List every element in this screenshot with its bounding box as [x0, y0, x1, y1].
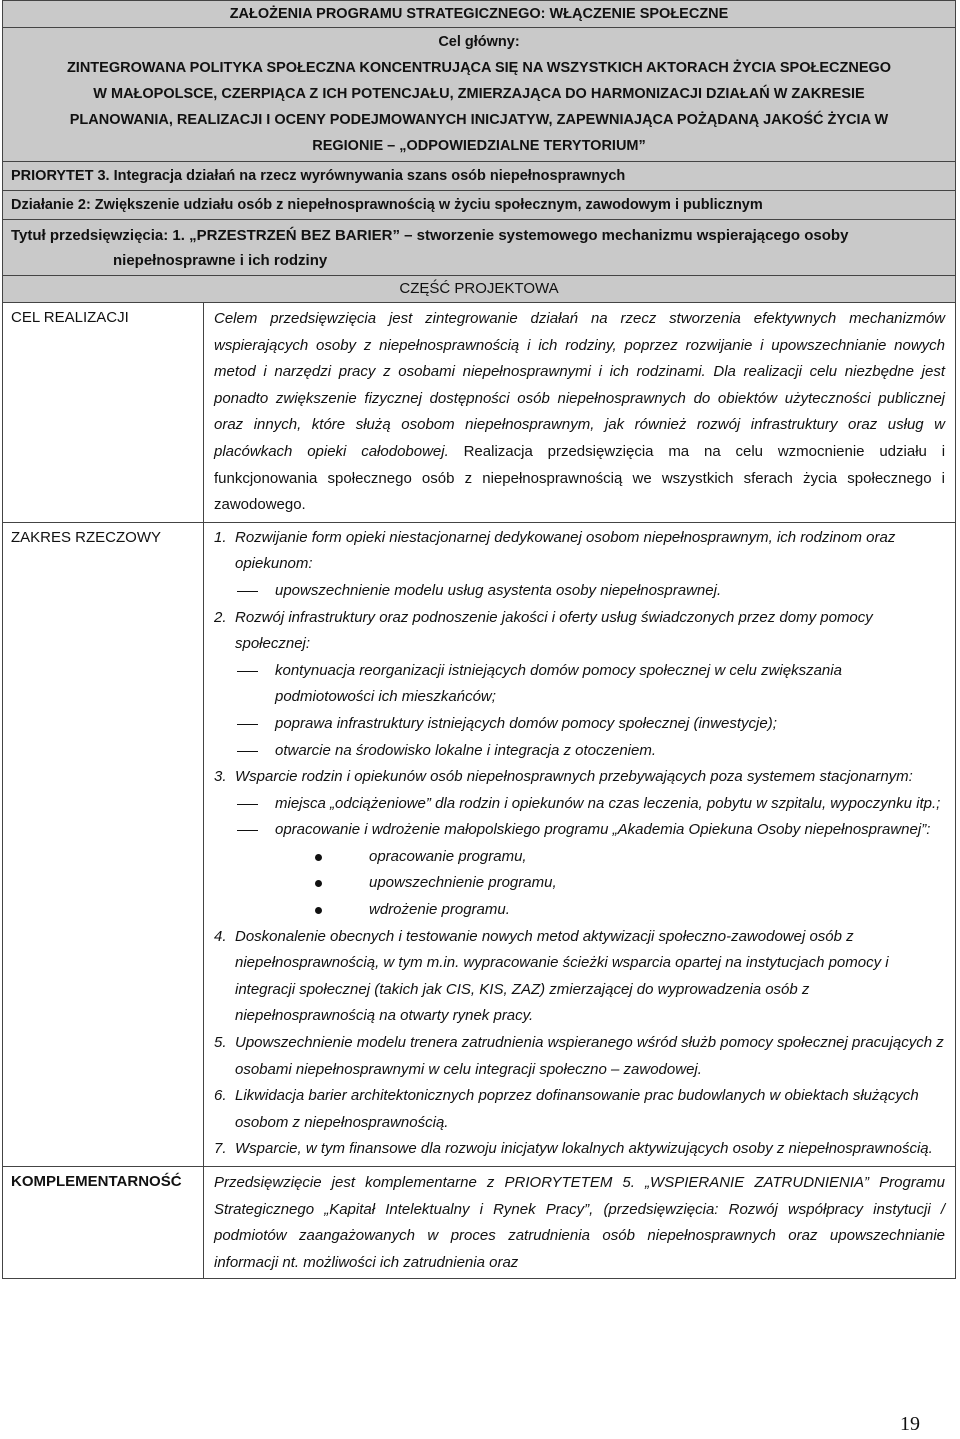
komplementarnosc-label-cell	[3, 1167, 204, 1279]
project-part-label: CZĘŚĆ PROJEKTOWA	[399, 280, 559, 297]
table-title: ZAŁOŻENIA PROGRAMU STRATEGICZNEGO: WŁĄCZENIE SPOŁECZNE	[229, 6, 729, 22]
goal-line-3: PLANOWANIA, REALIZACJI I OCENY PODEJMOWANYCH INICJATYW, ZAPEWNIAJĄCA POŻĄDANĄ JAKOŚĆ ŻYCIA W	[69, 112, 889, 128]
cel-content-cell	[204, 303, 956, 523]
komplementarnosc-text: Przedsięwzięcie jest komplementarne z PRIORYTETEM 5. „WSPIERANIE ZATRUDNIENIA” Programu Strategicznego „Kapitał Intelektualny i Rynek Pracy”, (przedsięwzięcia: Rozwój współpracy instytucji / podmiotów zaangażowanych w proces zatrudnienia osób niepełnosprawnych oraz upowszechnianie informacji nt. możliwości ich zatrudnienia oraz	[214, 1174, 946, 1271]
sub-item: poprawa infrastruktury istniejących domów pomocy społecznej (inwestycje);	[275, 711, 945, 738]
item-text: Wsparcie, w tym finansowe dla rozwoju inicjatyw lokalnych aktywizujących osoby z niepełnosprawnością.	[235, 1140, 933, 1158]
list-item	[214, 1083, 945, 1136]
item-number: 7.	[214, 1140, 227, 1158]
document-page	[2, 0, 955, 1279]
item-number: 4.	[214, 927, 227, 945]
sub-list	[235, 658, 945, 764]
action-text: Działanie 2: Zwiększenie udziału osób z niepełnosprawnością w życiu społecznym, zawodowym i publicznym	[11, 197, 763, 213]
sub-item-text: opracowanie i wdrożenie małopolskiego programu „Akademia Opiekuna Osoby niepełnosprawnej”:	[275, 821, 931, 839]
main-goal-row	[3, 28, 956, 162]
zakres-label-cell	[3, 522, 204, 1166]
project-part-row	[3, 276, 956, 303]
zakres-list	[214, 525, 945, 1163]
undertaking-title-row	[3, 220, 956, 276]
item-text: Rozwijanie form opieki niestacjonarnej dedykowanej osobom niepełnosprawnym, ich rodzinom oraz opiekunom:	[235, 528, 896, 573]
undertaking-title-line-1: Tytuł przedsięwzięcia: 1. „PRZESTRZEŃ BEZ BARIER” – stworzenie systemowego mechanizmu wspierającego osoby	[11, 227, 849, 244]
item-number: 2.	[214, 608, 227, 626]
table-title-row	[3, 1, 956, 28]
item-number: 5.	[214, 1034, 227, 1052]
sub-list	[235, 578, 945, 605]
item-text: Likwidacja barier architektonicznych poprzez dofinansowanie prac budowlanych w obiektach służących osobom z niepełnosprawnością.	[235, 1087, 919, 1131]
goal-line-2: W MAŁOPOLSCE, CZERPIĄCA Z ICH POTENCJAŁU, ZMIERZAJĄCA DO HARMONIZACJI DZIAŁAŃ W ZAKRESIE	[93, 86, 865, 102]
goal-label: Cel główny:	[438, 34, 520, 50]
item-text: Wsparcie rodzin i opiekunów osób niepełnosprawnych przebywających poza systemem stacjonarnym:	[235, 768, 913, 786]
list-item	[214, 924, 945, 1030]
priority-text: PRIORYTET 3. Integracja działań na rzecz wyrównywania szans osób niepełnosprawnych	[11, 168, 626, 184]
list-item	[214, 1030, 945, 1083]
cel-text-normal: Realizacja przedsięwzięcia ma na celu wzmocnienie udziału i funkcjonowania społecznego osób z niepełnosprawnością we wszystkich sferach życia społecznego i zawodowego.	[214, 442, 946, 514]
page-number: 19	[900, 1413, 920, 1435]
sub-item: otwarcie na środowisko lokalne i integracja z otoczeniem.	[275, 738, 945, 765]
sub-item: miejsca „odciążeniowe” dla rodzin i opiekunów na czas leczenia, pobytu w szpitalu, wypoczynku itp.;	[275, 791, 945, 818]
sub-item: upowszechnienie modelu usług asystenta osoby niepełnosprawnej.	[275, 578, 945, 605]
list-item	[214, 1136, 945, 1163]
cel-label: CEL REALIZACJI	[11, 309, 129, 326]
sub-item: kontynuacja reorganizacji istniejących domów pomocy społecznej w celu zwiększania podmiotowości ich mieszkańców;	[275, 658, 945, 711]
list-item	[214, 764, 945, 924]
cel-label-cell	[3, 303, 204, 523]
item-text: Rozwój infrastruktury oraz podnoszenie jakości i oferty usług świadczonych przez domy pomocy społecznej:	[235, 608, 873, 653]
goal-line-4: REGIONIE – „ODPOWIEDZIALNE TERYTORIUM”	[312, 138, 646, 154]
zakres-label: ZAKRES RZECZOWY	[11, 528, 162, 546]
item-text: Upowszechnienie modelu trenera zatrudnienia wspieranego wśród służb pomocy społecznej pracujących z osobami niepełnosprawnymi w celu integracji społeczno – zawodowej.	[235, 1034, 944, 1078]
item-number: 1.	[214, 528, 227, 546]
action-row	[3, 191, 956, 220]
komplementarnosc-label: KOMPLEMENTARNOŚĆ	[11, 1173, 182, 1190]
cel-text-italic: Celem przedsięwzięcia jest zintegrowanie działań na rzecz stworzenia efektywnych mechanizmów wspierających osoby z niepełnosprawnością i ich rodziny, poprzez rozwijanie i upowszechnianie nowych metod i narzędzi pracy z osobami niepełnosprawnymi i ich rodzinami. Dla realizacji celu niezbędne jest ponadto zwiększenie fizycznej dostępności osób niepełnosprawnych do obiektów użyteczności publicznej oraz innych, które służą osobom niepełnosprawnym, jak również rozwój infrastruktury oraz usług w placówkach opieki całodobowej.	[214, 310, 946, 460]
strategy-table	[2, 0, 956, 1279]
list-item	[214, 525, 945, 605]
item-text: Doskonalenie obecnych i testowanie nowych metod aktywizacji społeczno-zawodowej osób z niepełnosprawnością, w tym m.in. wypracowanie ścieżki wsparcia opartej na instytucjach pomocy i integracji społecznej (takich jak CIS, KIS, ZAZ) zmierzającej do wyprowadzenia osób z niepełnosprawnością na otwarty rynek pracy.	[235, 927, 889, 1025]
sub-list	[235, 791, 945, 924]
bullet-item: opracowanie programu,	[369, 844, 945, 871]
zakres-content-cell	[204, 522, 956, 1166]
undertaking-title-line-2: niepełnosprawne i ich rodziny	[113, 252, 328, 269]
komplementarnosc-content-cell	[204, 1167, 956, 1279]
item-number: 3.	[214, 768, 227, 786]
bullet-list	[235, 844, 945, 924]
goal-line-1: ZINTEGROWANA POLITYKA SPOŁECZNA KONCENTRUJĄCA SIĘ NA WSZYSTKICH AKTORACH ŻYCIA SPOŁECZNEGO	[66, 60, 892, 76]
list-item	[214, 605, 945, 765]
bullet-item: upowszechnienie programu,	[369, 870, 945, 897]
sub-item	[275, 817, 945, 923]
priority-row	[3, 162, 956, 191]
item-number: 6.	[214, 1087, 227, 1105]
bullet-item: wdrożenie programu.	[369, 897, 945, 924]
